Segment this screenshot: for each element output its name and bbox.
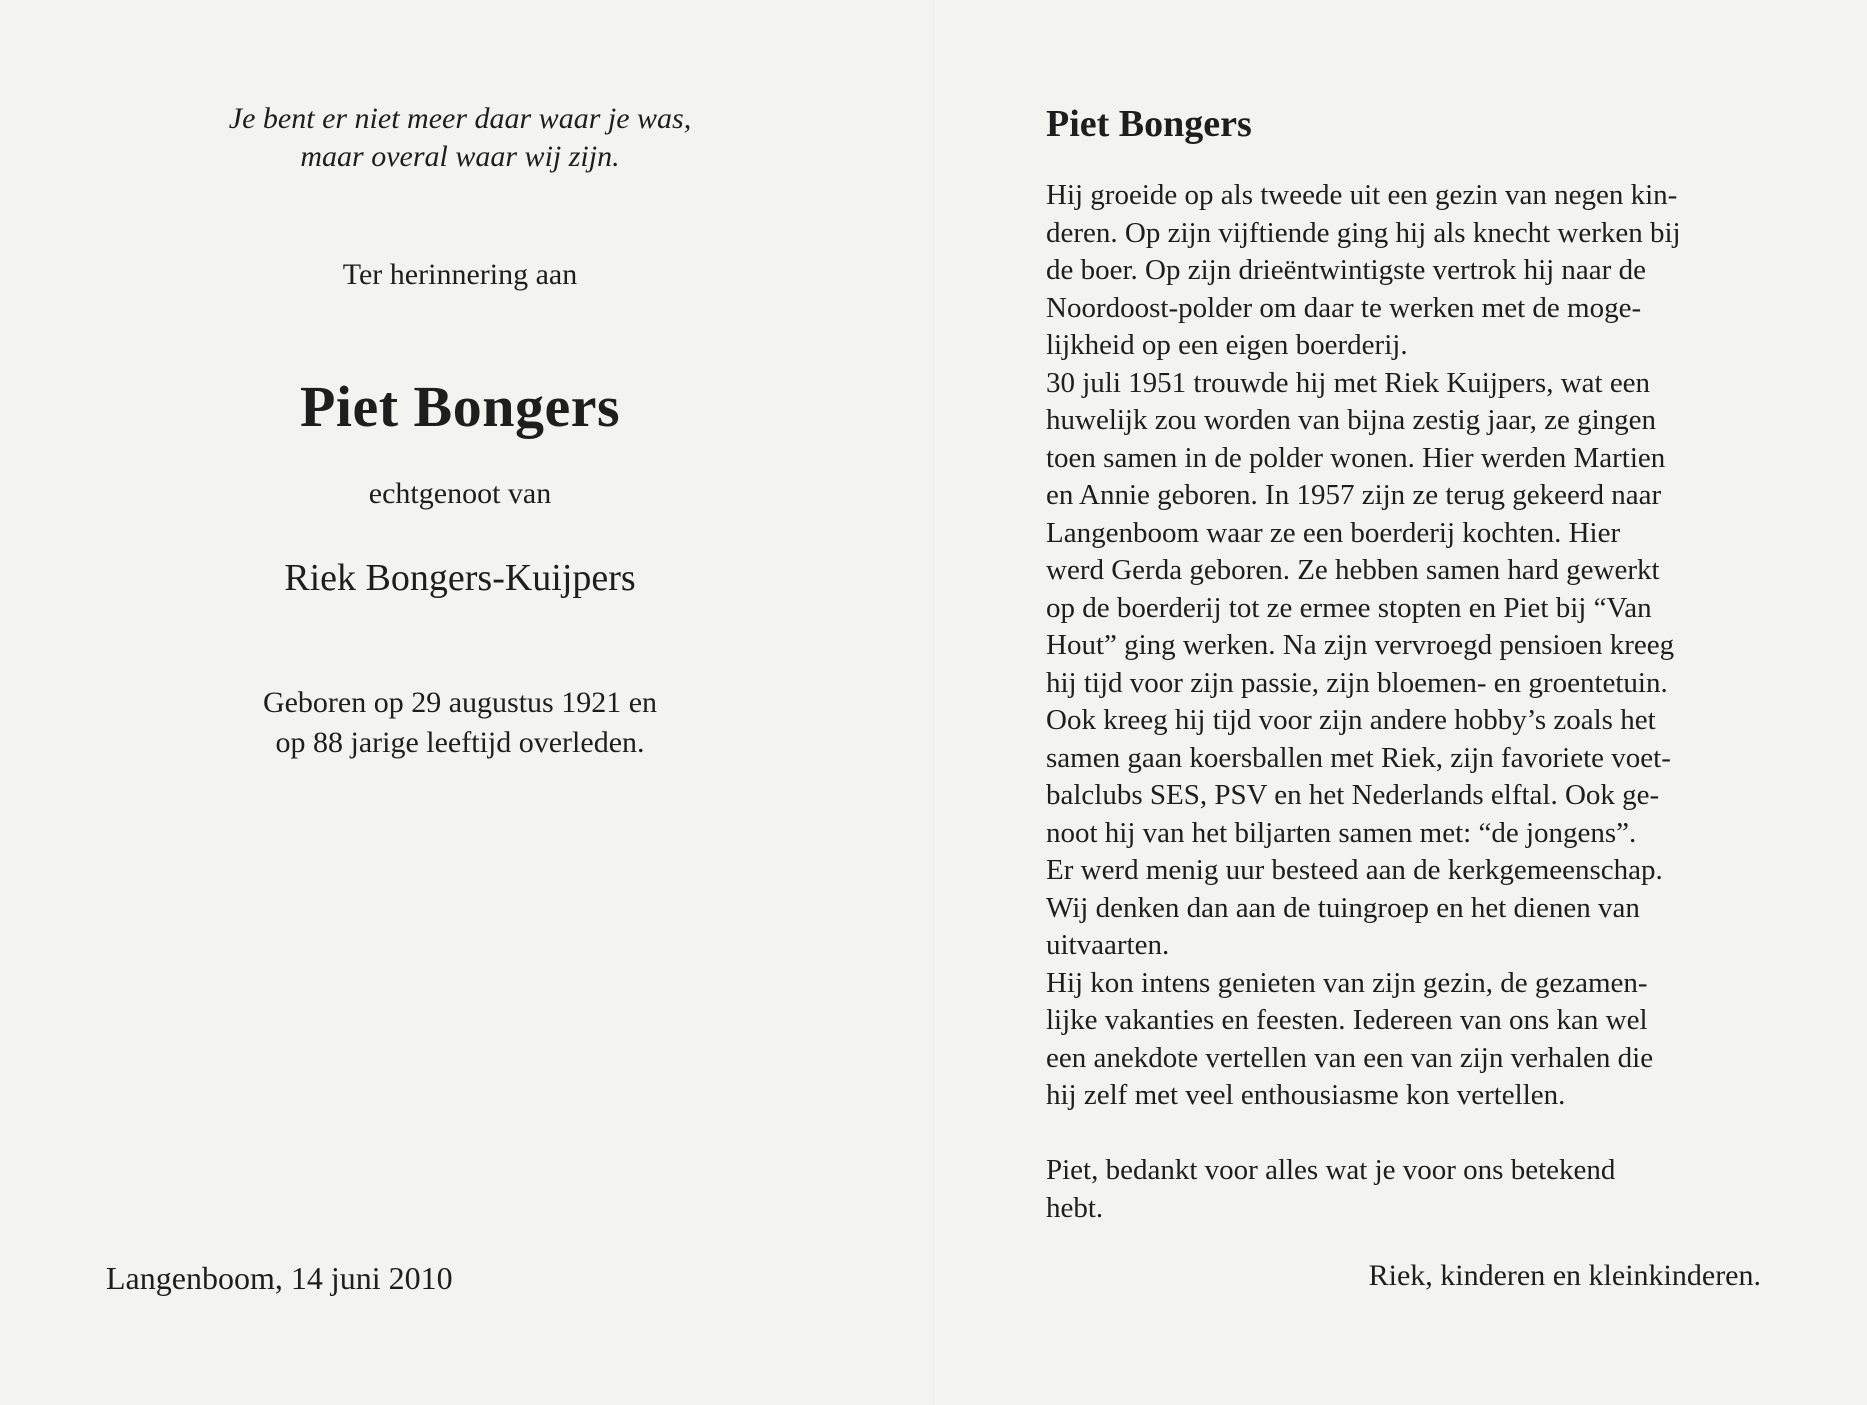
bio-title: Piet Bongers [1046, 103, 1252, 145]
closing-line: hebt. [1046, 1191, 1104, 1224]
bio-line: Wij denken dan aan de tuingroep en het dienen van [1046, 891, 1640, 924]
bio-line: Hout” ging werken. Na zijn vervroegd pensioen kreeg [1046, 629, 1675, 661]
life-dates [100, 683, 820, 763]
memory-label: Ter herinnering aan [342, 258, 578, 291]
bio-line: deren. Op zijn vijftiende ging hij als knecht werken bij [1046, 216, 1681, 249]
bio-line: toen samen in de polder wonen. Hier werden Martien [1046, 441, 1666, 474]
bio-line: Ook kreeg hij tijd voor zijn andere hobby’s zoals het [1046, 704, 1656, 736]
biography [1046, 177, 1761, 1227]
bio-line: samen gaan koersballen met Riek, zijn favoriete voet- [1046, 741, 1671, 774]
bio-line: uitvaarten. [1046, 929, 1170, 961]
bio-line: hij zelf met veel enthousiasme kon vertellen. [1046, 1079, 1566, 1111]
spouse-label: echtgenoot van [368, 477, 552, 510]
bio-line: lijkheid op een eigen boerderij. [1046, 329, 1408, 361]
bio-line: op de boerderij tot ze ermee stopten en Piet bij “Van [1046, 591, 1652, 624]
dates-line: Geboren op 29 augustus 1921 en [262, 686, 658, 719]
left-panel [100, 0, 820, 1405]
bio-line: Noordoost-polder om daar te werken met de moge- [1046, 291, 1642, 324]
right-panel [1046, 0, 1761, 1405]
dates-line: op 88 jarige leeftijd overleden. [275, 726, 645, 759]
poem [100, 100, 820, 176]
poem-line: Je bent er niet meer daar waar je was, [228, 102, 692, 135]
closing-line: Piet, bedankt voor alles wat je voor ons betekend [1046, 1154, 1616, 1186]
bio-line: huwelijk zou worden van bijna zestig jaar, ze gingen [1046, 404, 1657, 436]
bio-line: lijke vakanties en feesten. Iedereen van ons kan wel [1046, 1004, 1648, 1036]
poem-line: maar overal waar wij zijn. [300, 140, 620, 173]
bio-line: een anekdote vertellen van een van zijn verhalen die [1046, 1041, 1654, 1074]
deceased-name: Piet Bongers [299, 374, 621, 439]
spouse-name: Riek Bongers-Kuijpers [284, 557, 636, 599]
card-fold [933, 0, 934, 1405]
bio-line: 30 juli 1951 trouwde hij met Riek Kuijpers, wat een [1046, 366, 1651, 399]
bio-line: Er werd menig uur besteed aan de kerkgemeenschap. [1046, 854, 1663, 886]
signature: Riek, kinderen en kleinkinderen. [1368, 1259, 1761, 1292]
bio-line: en Annie geboren. In 1957 zijn ze terug gekeerd naar [1046, 479, 1662, 511]
bio-line: Hij kon intens genieten van zijn gezin, de gezamen- [1046, 966, 1648, 999]
bio-line: werd Gerda geboren. Ze hebben samen hard gewerkt [1046, 554, 1660, 586]
bio-line: noot hij van het biljarten samen met: “de jongens”. [1046, 816, 1637, 849]
bio-line: de boer. Op zijn drieëntwintigste vertrok hij naar de [1046, 254, 1646, 286]
paragraph-gap [1046, 1115, 1761, 1153]
bio-line: Langenboom waar ze een boerderij kochten. Hier [1046, 516, 1621, 549]
bio-line: balclubs SES, PSV en het Nederlands elftal. Ook ge- [1046, 779, 1660, 811]
bio-line: Hij groeide op als tweede uit een gezin van negen kin- [1046, 179, 1678, 211]
bio-line: hij tijd voor zijn passie, zijn bloemen- en groentetuin. [1046, 666, 1668, 699]
place-date: Langenboom, 14 juni 2010 [106, 1260, 453, 1296]
